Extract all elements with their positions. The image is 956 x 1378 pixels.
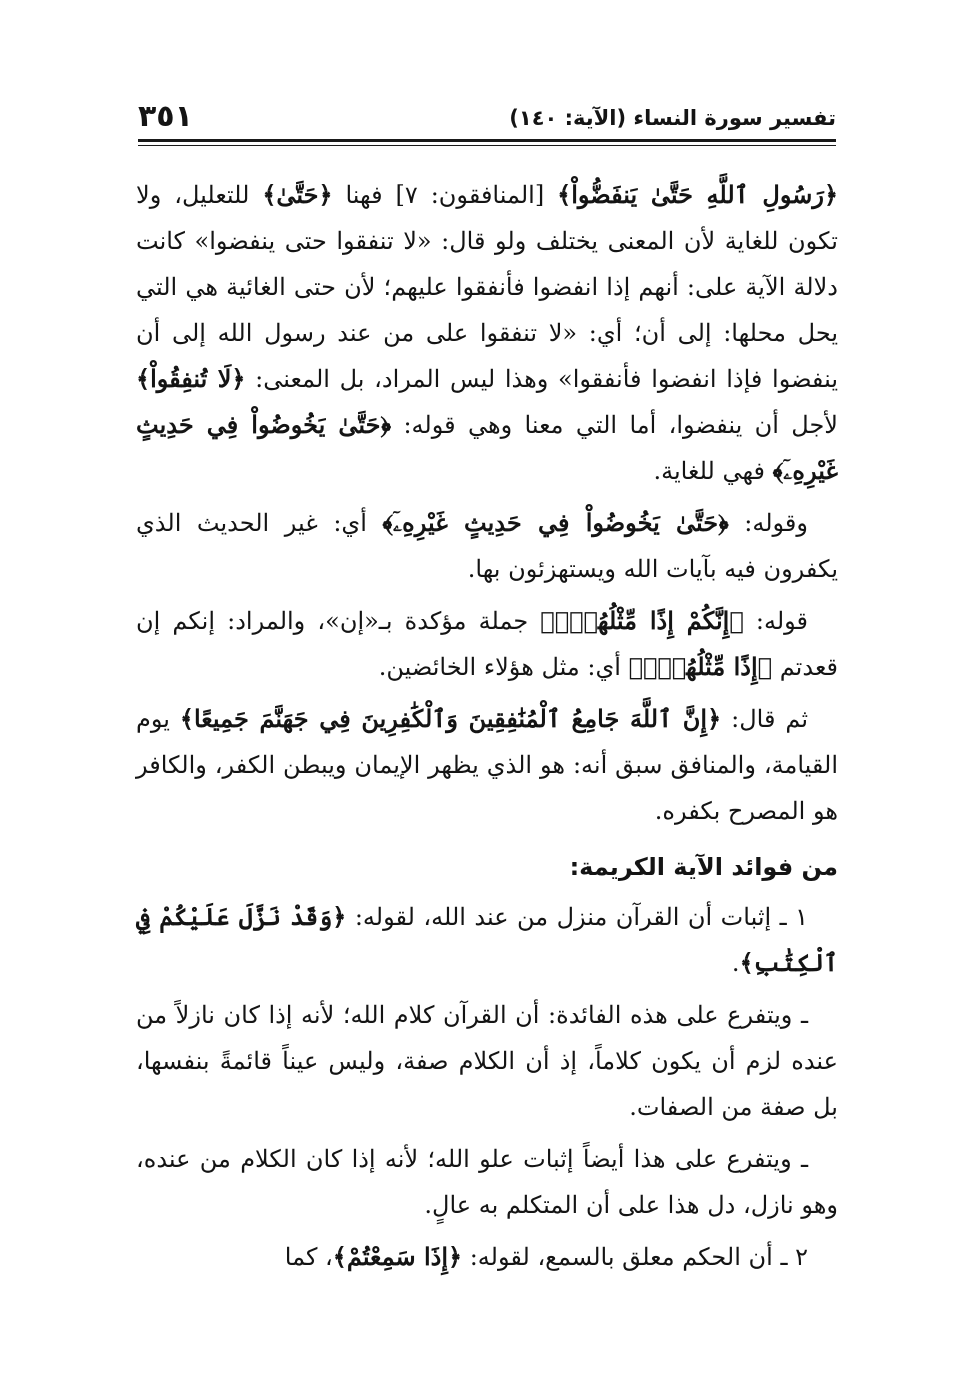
quran-quote: ﴿إِذًا مِّثْلُهُمْۗ﴾ [628,652,773,681]
commentary-paragraphs [136,172,838,834]
text-run: للتعليل، ولا تكون للغاية لأن المعنى يختلف ولو قال: «لا تنفقوا حتى ينفضوا» كانت دلالة الآية على: أنهم إذا انفضوا فأنفقوا عليهم؛ لأن حتى الغائية هي التي يحل محلها: إلى أن؛ أي: «لا تنفقوا على من عند رسول الله إلى أن ينفضوا فإذا انفضوا فأنفقوا» وهذا ليس المراد، بل المعنى: [136,181,838,393]
header-rule-thick [138,139,836,142]
paragraph [136,172,838,494]
text-run: ثم قال: [721,705,809,733]
quran-quote: ﴿حَتَّىٰ يَخُوضُواْ فِي حَدِيثٍ غَيْرِهِۦٓ﴾ [382,508,729,537]
quran-quote: ﴿حَتَّىٰ﴾ [262,180,333,209]
benefit-paragraph [136,894,838,986]
benefit-paragraph [136,1136,838,1228]
text-run: قوله: [743,607,809,635]
text-run: لأجل أن ينفضوا، أما التي معنا وهي قوله: [391,411,838,439]
quran-quote: ﴿إِذَا سَمِعْتُمْ﴾ [332,1242,463,1271]
quran-quote: ﴿رَسُولِ ٱللَّهِ حَتَّىٰ يَنفَضُّواْ﴾ [557,180,839,209]
quran-quote: ﴿لَا تُنفِقُواْ﴾ [136,364,246,393]
text-run: يوم القيامة، والمنافق سبق أنه: هو الذي يظهر الإيمان ويبطن الكفر، والكافر هو المصرح بكفره. [136,705,838,825]
paragraph [136,500,838,592]
running-title: تفسير سورة النساء (الآية: ١٤٠) [509,106,836,130]
text-run: جملة مؤكدة بـ«إن»، والمراد: إنكم إن قعدتم [136,607,838,681]
text-run: ٢ ـ أن الحكم معلق بالسمع، لقوله: [462,1243,808,1271]
text-run: ـ ويتفرع على هذه الفائدة: أن القرآن كلام الله؛ لأنه إذا كان نازلاً من عنده لزم أن يكون كلاماً، إذ أن الكلام صفة، وليس عيناً قائمةً بنفسها، بل صفة من الصفات. [136,1001,838,1121]
text-run: وقوله: [728,509,808,537]
text-run: ، كما [284,1243,333,1271]
text-run: ـ ويتفرع على هذا أيضاً إثبات علو الله؛ لأنه إذا كان الكلام من عنده، وهو نازل، دل هذا على أن المتكلم به عالٍ. [136,1145,838,1219]
quran-quote: ﴿وَقَدْ نَزَّلَ عَلَيْكُمْ فِي ٱلْكِتَٰبِ﴾ [136,902,838,977]
quran-quote: ﴿حَتَّىٰ يَخُوضُواْ فِي حَدِيثٍ غَيْرِهِۦٓ﴾ [136,410,838,485]
page-header [138,92,836,136]
text-run: [المنافقون: ٧] فهنا [332,181,558,209]
page-number: ٣٥١ [138,99,193,134]
text-run: . [731,949,740,977]
benefit-paragraph [136,992,838,1130]
page-body [136,172,838,1286]
quran-quote: ﴿إِنَّكُمْ إِذًا مِّثْلُهُمْۗ﴾ [540,606,744,635]
paragraph [136,598,838,690]
paragraph [136,696,838,834]
section-heading: من فوائد الآية الكريمة: [569,853,838,881]
benefits-list [136,894,838,1280]
quran-quote: ﴿إِنَّ ٱللَّهَ جَامِعُ ٱلْمُنَٰفِقِينَ وَٱلْكَٰفِرِينَ فِي جَهَنَّمَ جَمِيعًا﴾ [179,704,722,733]
text-run: أي: مثل هؤلاء الخائضين. [378,653,629,681]
text-run: أي: غير الحديث الذي يكفرون فيه بآيات الله ويستهزئون بها. [136,509,838,583]
header-rule-thin [138,145,836,146]
text-run: فهي للغاية. [653,457,773,485]
text-run: ١ ـ إثبات أن القرآن منزل من عند الله، لقوله: [346,903,808,931]
benefit-paragraph [136,1234,838,1280]
